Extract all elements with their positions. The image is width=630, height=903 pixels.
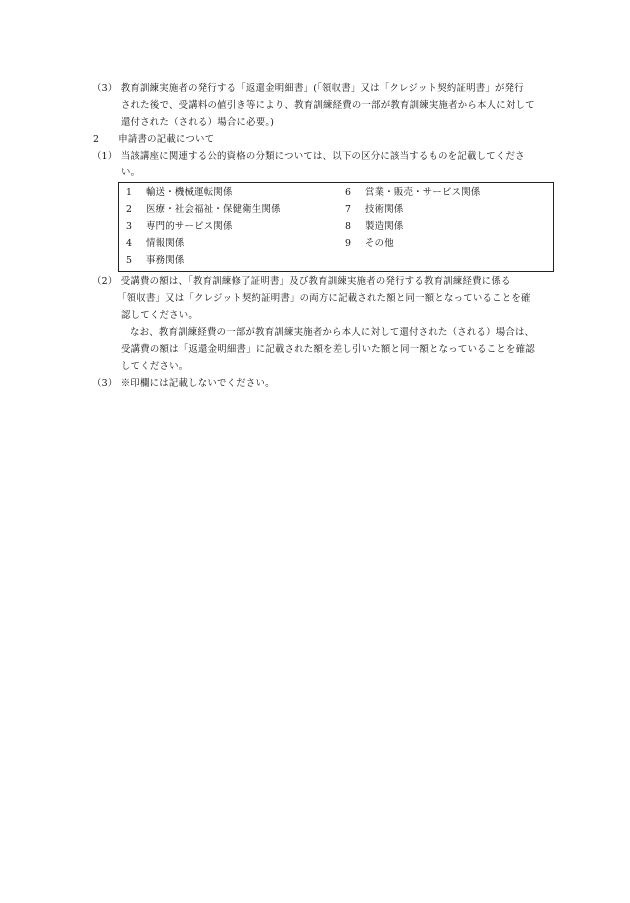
section3-top-text-line3: 還付された（される）場合に必要。) xyxy=(121,117,275,128)
item1-text-line2: い。 xyxy=(121,167,141,178)
category-item xyxy=(345,204,404,216)
category-label: 輸送・機械運転関係 xyxy=(146,187,233,198)
item1-text-line1: 当該講座に関連する公的資格の分類については、以下の区分に該当するものを記載してくださ xyxy=(120,151,525,162)
category-item xyxy=(126,255,185,267)
item2-line1 xyxy=(92,276,511,288)
category-number: 4 xyxy=(126,238,133,249)
item2-text-line3: 認してください。 xyxy=(121,310,199,321)
category-item xyxy=(345,187,481,199)
item2-text-line2: 「領収書」又は「クレジット契約証明書」の両方に記載された額と同一額となっていることを確 xyxy=(117,293,531,304)
category-item xyxy=(345,238,394,250)
category-label: 営業・販売・サービス関係 xyxy=(365,187,481,198)
category-label: 医療・社会福祉・保健衛生関係 xyxy=(146,204,281,215)
item2-text-line6: してください。 xyxy=(121,361,189,372)
category-number: 6 xyxy=(345,187,352,198)
category-label: 情報関係 xyxy=(146,238,185,249)
section2-title: 申請書の記載について xyxy=(118,134,215,145)
category-item xyxy=(126,187,233,199)
section2-number: 2 xyxy=(93,134,100,145)
item1-line1 xyxy=(92,151,525,163)
category-label: 事務関係 xyxy=(146,255,185,266)
category-label: 製造関係 xyxy=(365,221,404,232)
category-number: 3 xyxy=(126,221,133,232)
item2-text-line4: なお、教育訓練経費の一部が教育訓練実施者から本人に対して還付された（される）場合は、 xyxy=(130,327,535,338)
item3-text: ※印欄には記載しないでください。 xyxy=(120,378,275,389)
category-number: 1 xyxy=(126,187,133,198)
category-label: その他 xyxy=(365,238,394,249)
item2-number: （2） xyxy=(92,276,118,287)
item2-text-line1: 受講費の額は、「教育訓練修了証明書」及び教育訓練実施者の発行する教育訓練経費に係る xyxy=(120,276,511,287)
category-item xyxy=(345,221,404,233)
category-item xyxy=(126,221,233,233)
category-number: 7 xyxy=(345,204,352,215)
category-item xyxy=(126,204,281,216)
section2-heading xyxy=(93,134,214,146)
category-item xyxy=(126,238,185,250)
category-number: 9 xyxy=(345,238,352,249)
section3-top-text-line2: された後で、受講料の値引き等により、教育訓練経費の一部が教育訓練実施者から本人に対して xyxy=(121,100,535,111)
category-number: 8 xyxy=(345,221,352,232)
category-label: 専門的サービス関係 xyxy=(146,221,233,232)
item2-text-line5: 受講費の額は「返還金明細書」に記載された額を差し引いた額と同一額となっていることを確認 xyxy=(121,344,535,355)
item1-number: （1） xyxy=(92,151,118,162)
category-number: 2 xyxy=(126,204,133,215)
section3-top-line1 xyxy=(92,83,524,95)
category-label: 技術関係 xyxy=(365,204,404,215)
section3-top-text-line1: 教育訓練実施者の発行する「返還金明細書」(「領収書」又は「クレジット契約証明書」が発行 xyxy=(120,83,524,94)
section3-top-number: （3） xyxy=(92,83,118,94)
category-table xyxy=(118,182,554,272)
item3-line xyxy=(92,378,275,390)
category-number: 5 xyxy=(126,255,133,266)
item3-number: （3） xyxy=(92,378,118,389)
